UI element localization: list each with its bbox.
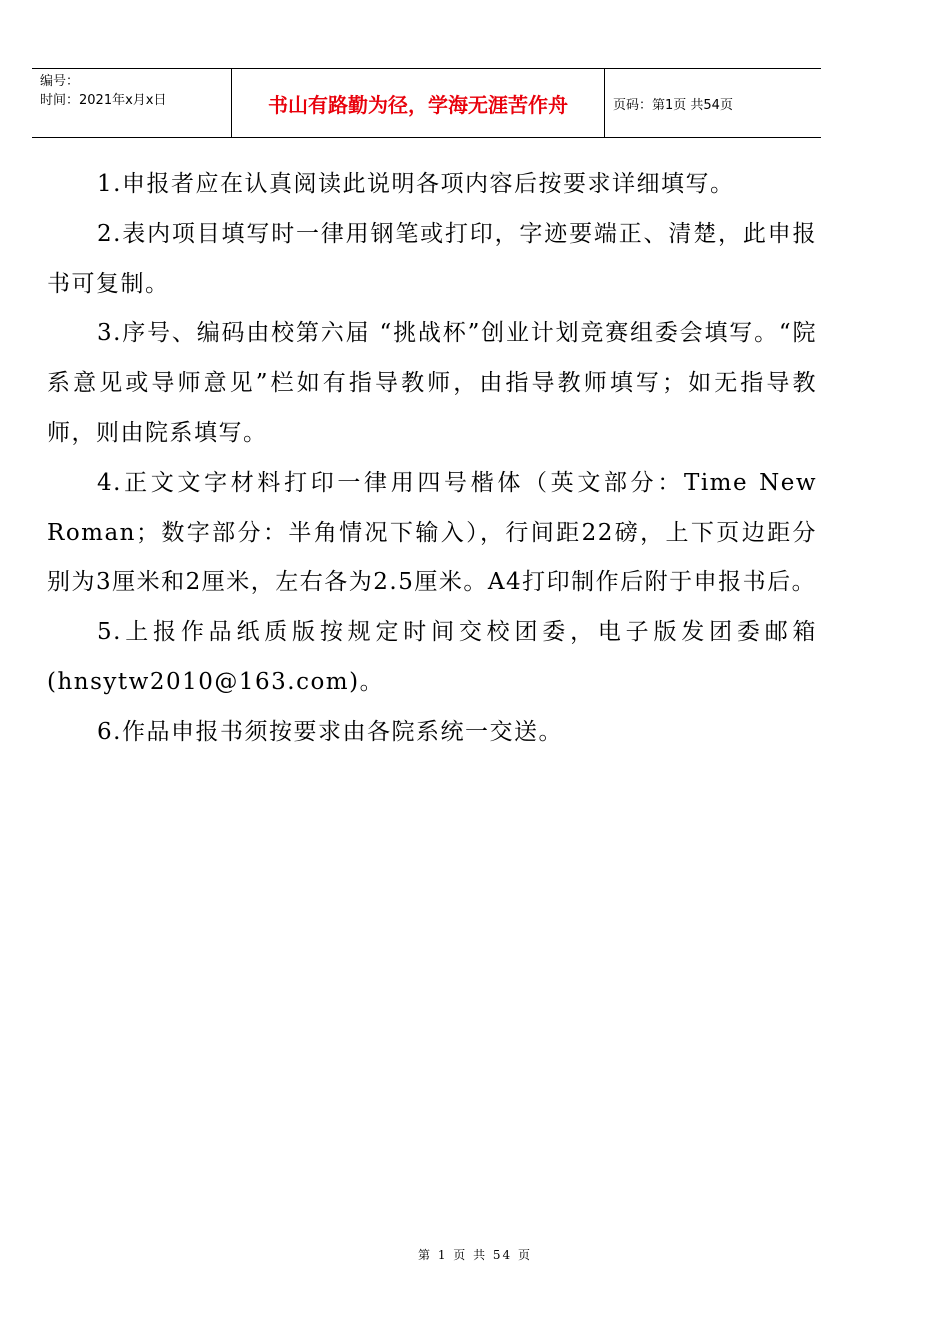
instruction-paragraph: 3.序号、编码由校第六届 “挑战杯”创业计划竞赛组委会填写。“院系意见或导师意见”栏如有指导教师，由指导教师填写；如无指导教师，则由院系填写。 (47, 320, 817, 446)
number-label: 编号： (40, 74, 80, 89)
header-table (32, 68, 821, 138)
instruction-paragraph: 6.作品申报书须按要求由各院系统一交送。 (97, 718, 563, 745)
instruction-paragraph: 5.上报作品纸质版按规定时间交校团委，电子版发团委邮箱(hnsytw2010@163.com)。 (47, 619, 817, 695)
page-footer (0, 1246, 950, 1263)
footer-page-number: 第 1 页 共 54 页 (418, 1248, 532, 1262)
motto-cell (232, 69, 605, 137)
motto-text: 书山有路勤为径，学海无涯苦作舟 (268, 92, 568, 117)
instructions-body (47, 160, 817, 758)
page-number-cell (605, 69, 821, 137)
instruction-paragraph: 1.申报者应在认真阅读此说明各项内容后按要求详细填写。 (97, 171, 735, 197)
page-label: 页码：第1页 共54页 (613, 97, 733, 113)
header-meta-cell (32, 69, 232, 137)
instruction-paragraph: 2.表内项目填写时一律用钢笔或打印，字迹要端正、清楚，此申报书可复制。 (47, 220, 817, 297)
instruction-paragraph: 4.正文文字材料打印一律用四号楷体（英文部分：Time New Roman；数字部分：半角情况下输入），行间距22磅，上下页边距分别为3厘米和2厘米，左右各为2.5厘米。A4打印制作后附于申报书后。 (47, 469, 817, 596)
time-label: 时间：2021年x月x日 (40, 93, 167, 108)
